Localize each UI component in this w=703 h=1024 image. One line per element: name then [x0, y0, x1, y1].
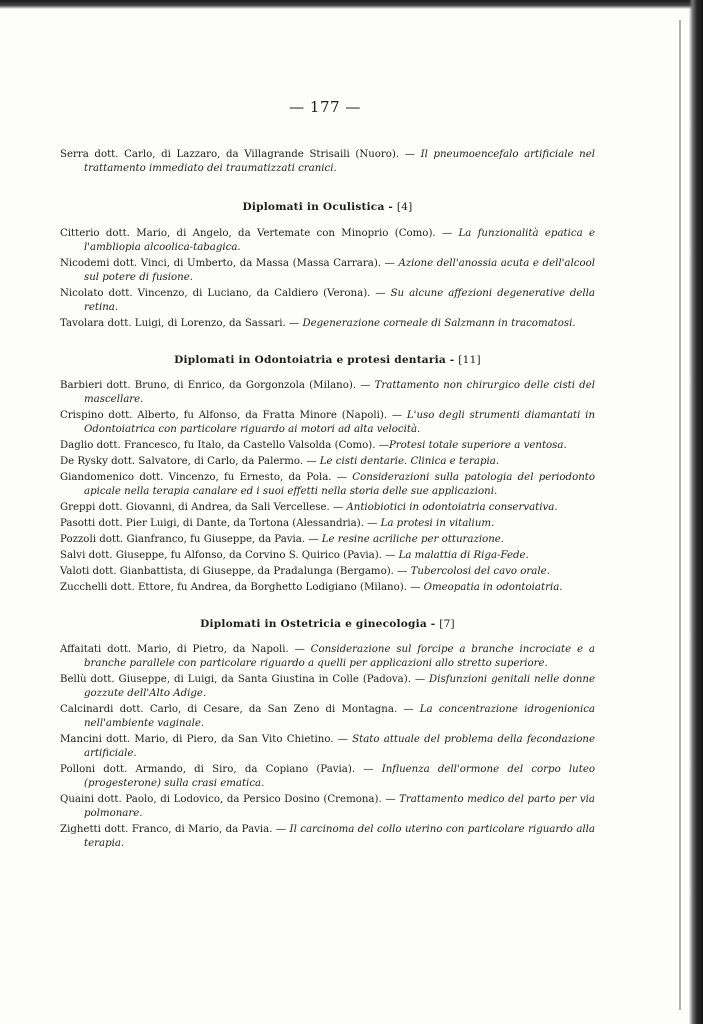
entry-title: Le resine acriliche per otturazione.: [321, 534, 505, 545]
thesis-entry: [60, 455, 595, 469]
section-heading-text: Diplomati in Ostetricia e ginecologia -: [200, 618, 440, 630]
entry-title: Trattamento medico del parto per via polmonare.: [84, 794, 595, 819]
entry-title: La malattia di Riga-Fede.: [398, 550, 529, 561]
thesis-entry: [60, 581, 595, 595]
entry-title: Le cisti dentarie. Clinica e terapia.: [319, 456, 500, 467]
entry-author: Affaitati dott. Mario, di Pietro, da Napoli. —: [60, 644, 311, 655]
thesis-entry: [60, 257, 595, 285]
entry-author: Pozzoli dott. Gianfranco, fu Giuseppe, da Pavia. —: [60, 534, 322, 545]
thesis-entry: [60, 317, 595, 331]
entry-author: Nicodemi dott. Vinci, di Umberto, da Massa (Massa Carrara). —: [60, 258, 399, 269]
entry-author: Calcinardi dott. Carlo, di Cesare, da San Zeno di Montagna. —: [60, 704, 420, 715]
entry-title: Degenerazione corneale di Salzmann in tracomatosi.: [302, 318, 576, 329]
thesis-entry: [60, 287, 595, 315]
entry-author: Barbieri dott. Bruno, di Enrico, da Gorgonzola (Milano). —: [60, 380, 375, 391]
entry-author: Nicolato dott. Vincenzo, di Luciano, da Caldiero (Verona). —: [60, 288, 391, 299]
entry-title: Disfunzioni genitali nelle donne gozzute dell'Alto Adige.: [84, 674, 595, 699]
entry-author: Zighetti dott. Franco, di Mario, da Pavia. —: [60, 824, 290, 835]
thesis-entry: [60, 823, 595, 851]
entry-title: La funzionalità epatica e l'ambliopia alcoolica-tabagica.: [84, 228, 595, 253]
entry-title: Protesi totale superiore a ventosa.: [388, 440, 567, 451]
thesis-entry: [60, 643, 595, 671]
thesis-entry: [60, 533, 595, 547]
section-heading-ostetricia: [60, 617, 595, 631]
thesis-entry: [60, 793, 595, 821]
thesis-entry: [60, 148, 595, 176]
entry-author: Valoti dott. Gianbattista, di Giuseppe, da Pradalunga (Bergamo). —: [60, 566, 411, 577]
section-heading-oculistica: [60, 200, 595, 214]
entry-title: Su alcune affezioni degenerative della retina.: [84, 288, 595, 313]
entry-title: Antiobiotici in odontoiatria conservativa.: [346, 502, 558, 513]
page-number: — 177 —: [289, 98, 361, 116]
scan-binding-line: [679, 20, 681, 1010]
entry-author: Mancini dott. Mario, di Piero, da San Vito Chietino. —: [60, 734, 353, 745]
thesis-entry: [60, 439, 595, 453]
entry-author: Quaini dott. Paolo, di Lodovico, da Persico Dosino (Cremona). —: [60, 794, 400, 805]
entry-title: La protesi in vitalium.: [380, 518, 495, 529]
entry-author: Pasotti dott. Pier Luigi, di Dante, da Tortona (Alessandria). —: [60, 518, 381, 529]
thesis-entry: [60, 565, 595, 579]
entry-title: Il carcinoma del collo uterino con particolare riguardo alla terapia.: [84, 824, 595, 849]
entry-title: L'uso degli strumenti diamantati in Odontoiatrica con particolare riguardo ai motori ad alta velocità.: [84, 410, 596, 435]
thesis-entry: [60, 517, 595, 531]
thesis-entry: [60, 733, 595, 761]
thesis-entry: [60, 673, 595, 701]
entry-author: Serra dott. Carlo, di Lazzaro, da Villagrande Strisaili (Nuoro). —: [60, 149, 421, 160]
entry-author: Crispino dott. Alberto, fu Alfonso, da Fratta Minore (Napoli). —: [60, 410, 407, 421]
thesis-entry: [60, 763, 595, 791]
entry-author: Citterio dott. Mario, di Angelo, da Vertemate con Minoprio (Como). —: [60, 228, 459, 239]
section-heading-odontoiatria: [60, 353, 595, 367]
entry-author: Giandomenico dott. Vincenzo, fu Ernesto, da Pola. —: [60, 472, 353, 483]
thesis-entry: [60, 471, 595, 499]
thesis-entry: [60, 409, 595, 437]
thesis-entry: [60, 501, 595, 515]
entry-author: Polloni dott. Armando, di Siro, da Copiano (Pavia). —: [60, 764, 382, 775]
entry-title: Stato attuale del problema della fecondazione artificiale.: [84, 734, 595, 759]
entry-author: Tavolara dott. Luigi, di Lorenzo, da Sassari. —: [60, 318, 303, 329]
page-content: [60, 148, 595, 853]
entry-author: Greppi dott. Giovanni, di Andrea, da Sali Vercellese. —: [60, 502, 347, 513]
entry-title: Il pneumoencefalo artificiale nel trattamento immediato dei traumatizzati cranici.: [84, 149, 595, 174]
section-count: [11]: [458, 354, 481, 366]
section-heading-text: Diplomati in Odontoiatria e protesi dentaria -: [174, 354, 459, 366]
thesis-entry: [60, 703, 595, 731]
entry-title: Omeopatia in odontoiatria.: [423, 582, 563, 593]
scan-binding-edge: [689, 0, 703, 1024]
entry-title: Tubercolosi del cavo orale.: [410, 566, 550, 577]
scan-top-edge: [0, 0, 703, 9]
thesis-entry: [60, 379, 595, 407]
entry-title: Trattamento non chirurgico delle cisti del mascellare.: [84, 380, 595, 405]
section-count: [4]: [396, 201, 413, 213]
entry-author: Daglio dott. Francesco, fu Italo, da Castello Valsolda (Como). —: [60, 440, 389, 451]
section-count: [7]: [439, 618, 455, 630]
entry-title: Considerazioni sulla patologia del periodonto apicale nella terapia canalare ed i suoi effetti nella storia delle sue applicazioni.: [84, 472, 596, 497]
entry-author: De Rysky dott. Salvatore, di Carlo, da Palermo. —: [60, 456, 320, 467]
thesis-entry: [60, 549, 595, 563]
section-heading-text: Diplomati in Oculistica -: [242, 201, 397, 213]
entry-author: Salvi dott. Giuseppe, fu Alfonso, da Corvino S. Quirico (Pavia). —: [60, 550, 399, 561]
entry-title: Azione dell'anossia acuta e dell'alcool sul potere di fusione.: [84, 258, 595, 283]
entry-title: Considerazione sul forcipe a branche incrociate e a branche parallele con particolare riguardo a quelli per applicazioni allo stretto superiore.: [84, 644, 595, 669]
thesis-entry: [60, 227, 595, 255]
entry-title: Influenza dell'ormone del corpo luteo (progesterone) sulla crasi ematica.: [84, 764, 595, 789]
entry-author: Zucchelli dott. Ettore, fu Andrea, da Borghetto Lodigiano (Milano). —: [60, 582, 424, 593]
entry-title: La concentrazione idrogenionica nell'ambiente vaginale.: [84, 704, 595, 729]
entry-author: Bellù dott. Giuseppe, di Luigi, da Santa Giustina in Colle (Padova). —: [60, 674, 430, 685]
